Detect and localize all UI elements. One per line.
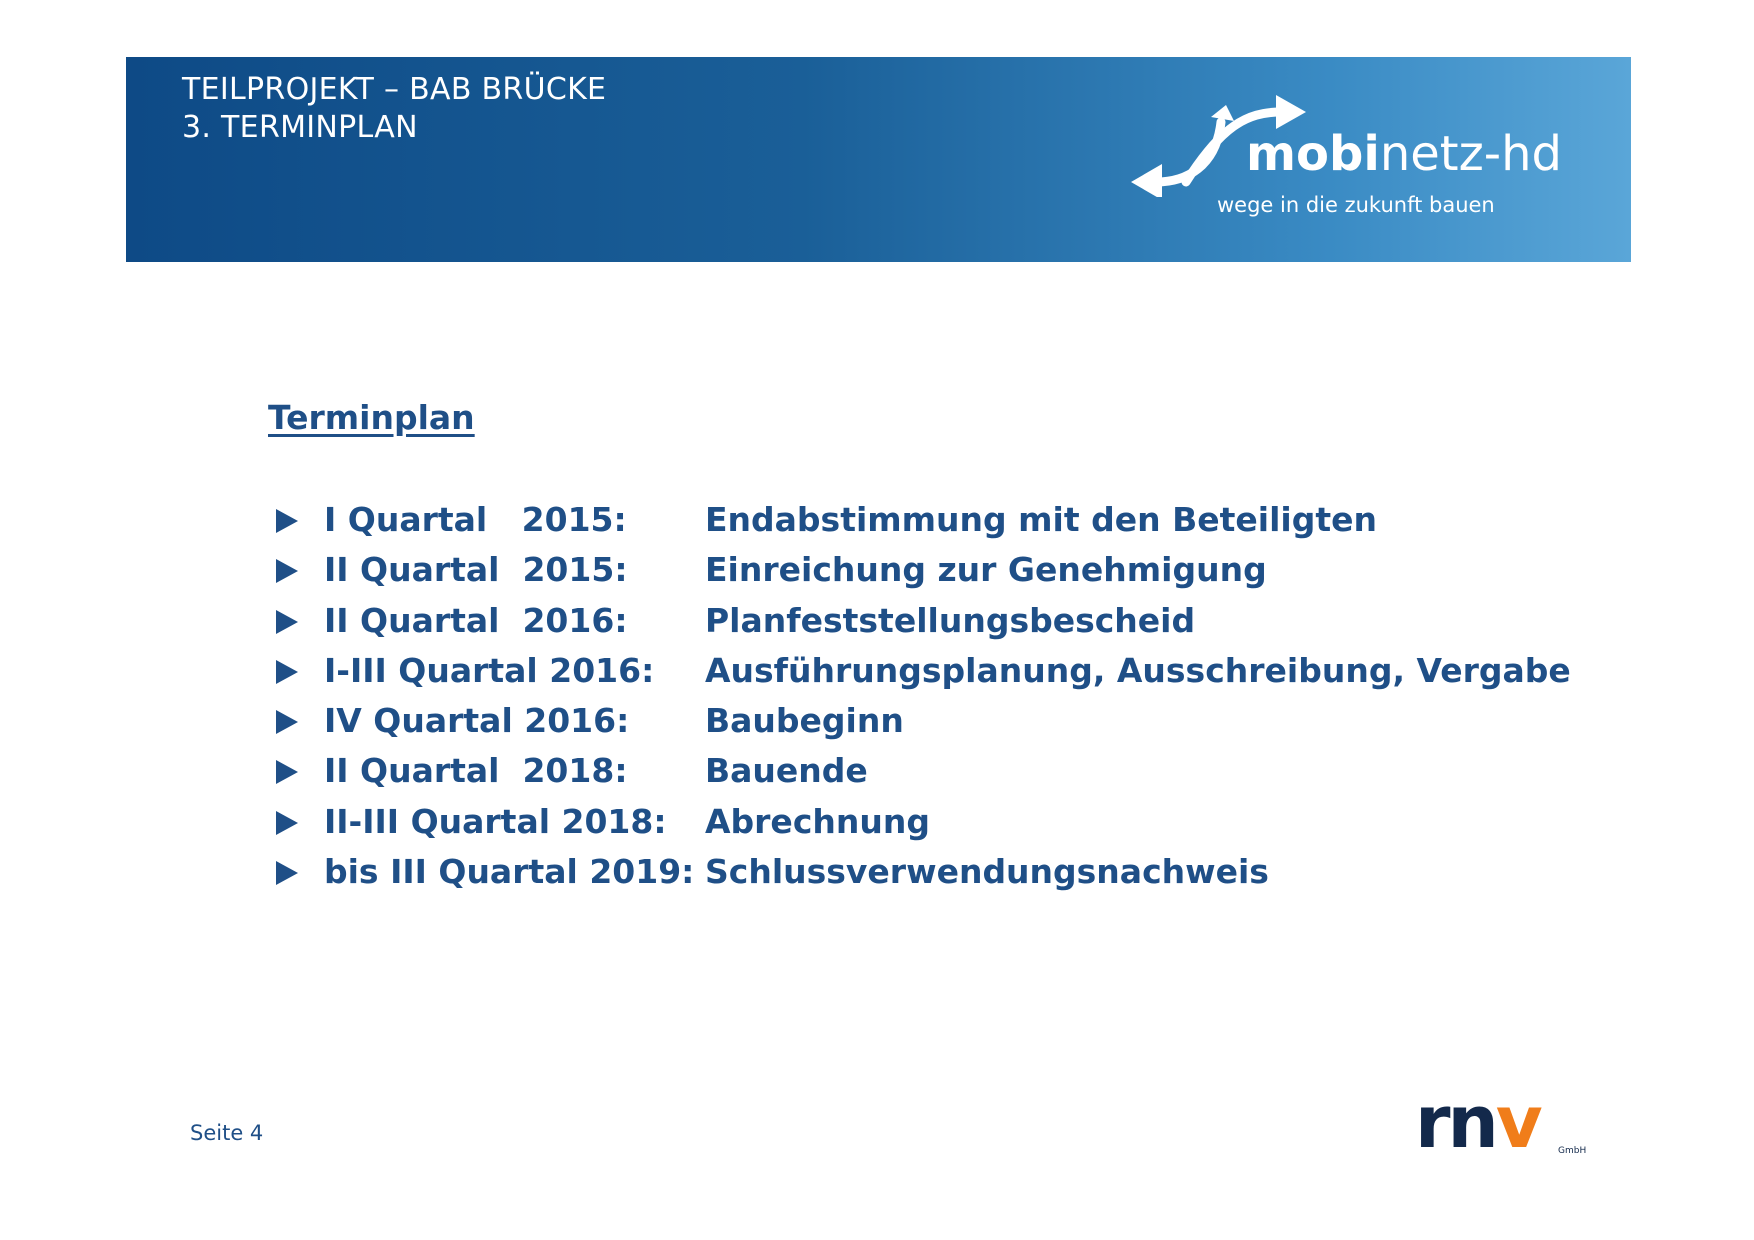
schedule-description: Baubeginn	[705, 701, 904, 741]
schedule-description: Bauende	[705, 751, 868, 791]
schedule-item	[272, 849, 1572, 899]
schedule-description: Planfeststellungsbescheid	[705, 600, 1196, 640]
mobinetz-logo	[1126, 87, 1596, 257]
triangle-bullet-icon	[276, 710, 298, 734]
schedule-period: II Quartal 2015:	[324, 550, 628, 590]
mobinetz-wordmark-light: netz-hd	[1379, 126, 1562, 182]
schedule-period: II Quartal 2016:	[324, 600, 628, 640]
schedule-item	[272, 748, 1572, 798]
triangle-bullet-icon	[276, 660, 298, 684]
mobinetz-wordmark-bold: mobi	[1246, 126, 1380, 182]
rnv-suffix: GmbH	[1558, 1146, 1587, 1156]
triangle-bullet-icon	[276, 861, 298, 885]
schedule-description: Abrechnung	[705, 801, 930, 841]
rnv-wordmark	[1415, 1080, 1540, 1164]
schedule-period: I Quartal 2015:	[324, 500, 627, 539]
schedule-item	[272, 648, 1572, 698]
schedule-item	[272, 698, 1572, 748]
schedule-description: Endabstimmung mit den Beteiligten	[705, 500, 1377, 539]
rnv-wordmark-accent: v	[1495, 1080, 1540, 1164]
schedule-period: II Quartal 2018:	[324, 751, 628, 791]
triangle-bullet-icon	[276, 509, 298, 533]
schedule-item	[272, 497, 1572, 547]
schedule-list	[272, 497, 1572, 899]
schedule-item	[272, 799, 1572, 849]
schedule-description: Schlussverwendungsnachweis	[705, 852, 1269, 892]
header-banner	[126, 57, 1631, 262]
triangle-bullet-icon	[276, 559, 298, 583]
mobinetz-wordmark	[1246, 126, 1562, 182]
slide-title	[182, 71, 606, 147]
schedule-period: II-III Quartal 2018:	[324, 801, 667, 841]
schedule-period: I-III Quartal 2016:	[324, 650, 655, 690]
schedule-description: Ausführungsplanung, Ausschreibung, Vergabe	[705, 650, 1571, 690]
slide-title-line-1: TEILPROJEKT – BAB BRÜCKE	[182, 72, 607, 107]
rnv-wordmark-main: rn	[1415, 1080, 1496, 1164]
schedule-period: IV Quartal 2016:	[324, 701, 630, 741]
rnv-logo	[1415, 1080, 1595, 1170]
triangle-bullet-icon	[276, 760, 298, 784]
slide-title-line-2: 3. TERMINPLAN	[182, 110, 418, 145]
mobinetz-slogan: wege in die zukunft bauen	[1217, 193, 1495, 217]
section-heading: Terminplan	[268, 398, 475, 437]
triangle-bullet-icon	[276, 811, 298, 835]
schedule-description: Einreichung zur Genehmigung	[705, 550, 1267, 590]
page-number: Seite 4	[190, 1121, 264, 1145]
schedule-item	[272, 598, 1572, 648]
triangle-bullet-icon	[276, 610, 298, 634]
schedule-period: bis III Quartal 2019:	[324, 852, 695, 892]
schedule-item	[272, 547, 1572, 597]
